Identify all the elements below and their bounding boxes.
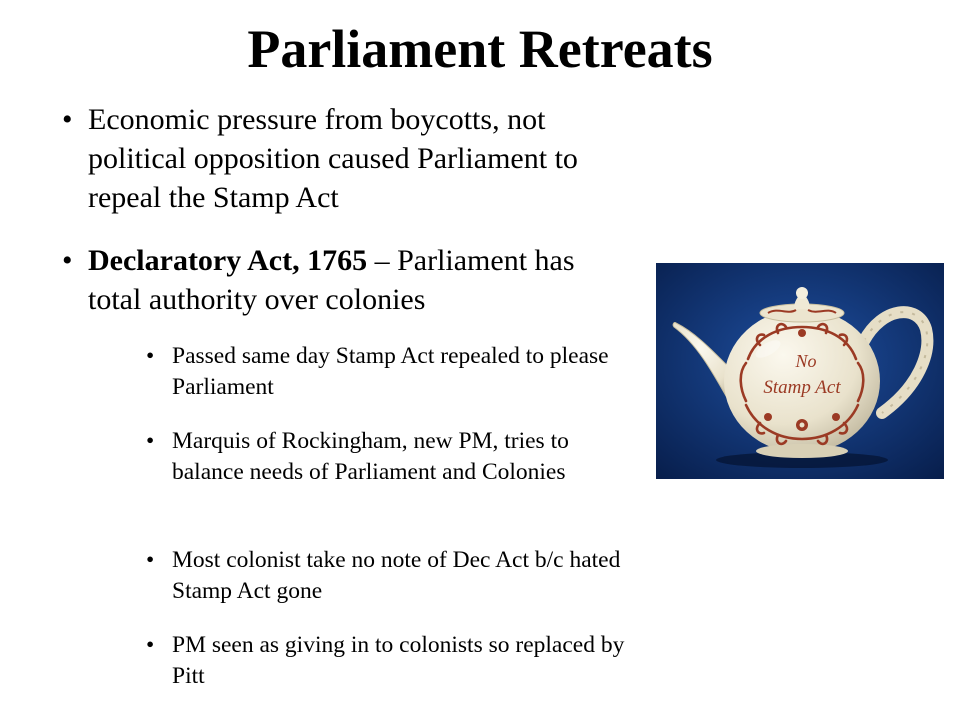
sub-bullet-marker: • [146,343,155,369]
slide-title: Parliament Retreats [247,19,713,79]
sub-bullet-item [146,630,632,692]
bullet-item [62,241,632,319]
sub-bullet-item [146,545,632,607]
bullet-bold-lead: Declaratory Act, 1765 [88,244,368,277]
bullet-marker: • [62,103,73,136]
sub-bullet-item [146,341,632,403]
sub-bullet-marker: • [146,428,155,454]
bullet-rest-text: – Parliament has total authority over colonies [88,244,575,316]
sub-bullet-marker: • [146,632,155,658]
bullet-text: Economic pressure from boycotts, not political opposition caused Parliament to repeal the Stamp Act [88,103,578,214]
sub-bullet-text: Most colonist take no note of Dec Act b/c hated Stamp Act gone [172,547,621,604]
bullet-item [62,100,632,217]
teapot-illustration [656,263,944,479]
teapot-motto-line2: Stamp Act [763,377,841,398]
sub-bullet-text: Passed same day Stamp Act repealed to please Parliament [172,343,609,400]
bullet-text [88,241,632,319]
sub-bullet-text: PM seen as giving in to colonists so replaced by Pitt [172,632,625,689]
teapot-motto-line1: No [795,351,817,371]
teapot-knob [796,287,808,299]
teapot-photo [656,263,944,479]
sub-bullet-text: Marquis of Rockingham, new PM, tries to balance needs of Parliament and Colonies [172,428,569,485]
sub-bullet-item [146,426,632,488]
sub-bullet-marker: • [146,547,155,573]
bullet-marker: • [62,244,73,277]
